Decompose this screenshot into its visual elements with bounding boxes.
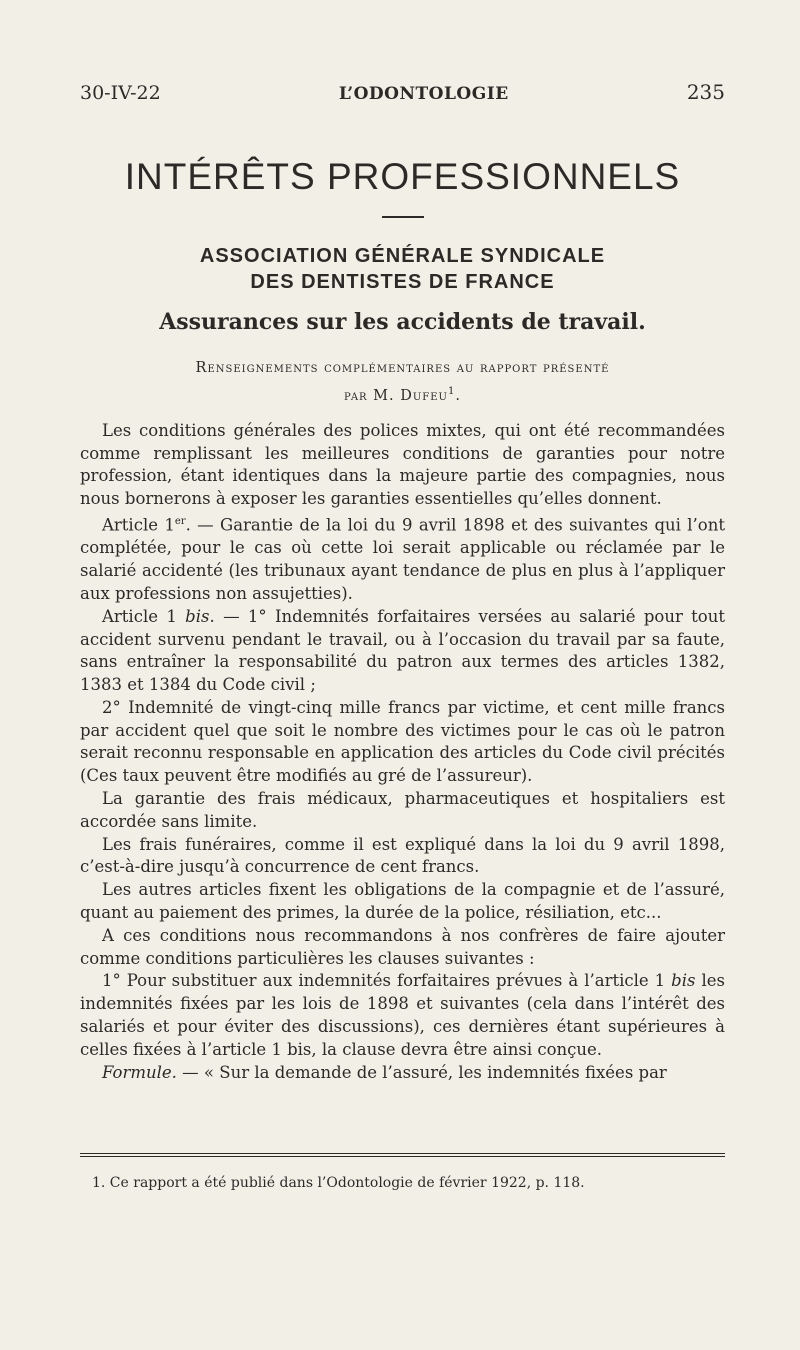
association-line-1: ASSOCIATION GÉNÉRALE SYNDICALE [199,245,606,267]
footnote-mark: 1 [447,386,456,397]
report-heading [80,357,725,408]
paragraph: Les autres articles fixent les obligations de la compagnie et de l’assuré, quant au paiement des primes, la durée de la police, résiliation, etc... [80,880,725,923]
paragraph: Article 1 bis. — 1° Indemnités forfaitaires versées au salarié pour tout accident survenu pendant le travail, ou à l’occasion du travail par sa faute, sans entraîner la responsabilité du patron aux termes des articles 1382, 1383 et 1384 du Code civil ; [80,606,725,695]
paragraph: Les conditions générales des polices mixtes, qui ont été recommandées comme remplissant les meilleures conditions de garanties pour notre profession, étant identiques dans la majeure partie des compagnies, nous nous bornerons à exposer les garanties essentielles qu’elles donnent. [80,420,725,509]
footnote-rule [80,1153,725,1154]
issue-date: 30-IV-22 [80,82,161,104]
footnote [92,1175,585,1191]
paragraph: 2° Indemnité de vingt-cinq mille francs par victime, et cent mille francs par accident quel que soit le nombre des victimes pour le cas où le patron serait reconnu responsable en application des articles du Code civil précités (Ces taux peuvent être modifiés au gré de l’assureur). [80,697,725,786]
page [80,80,725,1084]
paragraph: A ces conditions nous recommandons à nos confrères de faire ajouter comme conditions particulières les clauses suivantes : [80,925,725,968]
association-line-2: DES DENTISTES DE FRANCE [250,271,555,293]
footnote-rule-2 [80,1156,725,1157]
report-line-1: Renseignements complémentaires au rapport présenté [195,360,610,376]
paragraph: 1° Pour substituer aux indemnités forfaitaires prévues à l’article 1 bis les indemnités fixées par les lois de 1898 et suivantes (cela dans l’intérêt des salariés et pour éviter des discussions), ces dernières étant supérieures à celles fixées à l’article 1 bis, la clause devra être ainsi conçue. [80,971,725,1059]
article-body [80,420,725,1085]
paragraph: Formule. — « Sur la demande de l’assuré, les indemnités fixées par [102,1062,667,1082]
footnote-text: 1. Ce rapport a été publié dans l’Odontologie de février 1922, p. 118. [92,1175,585,1191]
report-line-2: par M. Dufeu$^1$. [344,386,461,404]
association-heading [80,243,725,295]
page-number: 235 [686,80,725,104]
title-rule [382,216,424,218]
section-title: INTÉRÊTS PROFESSIONNELS [124,156,681,197]
journal-title: L’ODONTOLOGIE [338,84,509,104]
paragraph: Article 1er. — Garantie de la loi du 9 avril 1898 et des suivantes qui l’ont complétée, pour le cas où cette loi serait applicable ou réclamée par le salarié accidenté (les tribunaux ayant tendance de plus en plus à l’appliquer aux professions non assujetties). [80,515,725,603]
paragraph: La garantie des frais médicaux, pharmaceutiques et hospitaliers est accordée sans limite. [80,789,725,831]
paragraph: Les frais funéraires, comme il est expliqué dans la loi du 9 avril 1898, c’est-à-dire jusqu’à concurrence de cent francs. [80,834,725,877]
article-subtitle: Assurances sur les accidents de travail. [159,309,646,335]
running-head [80,80,725,104]
